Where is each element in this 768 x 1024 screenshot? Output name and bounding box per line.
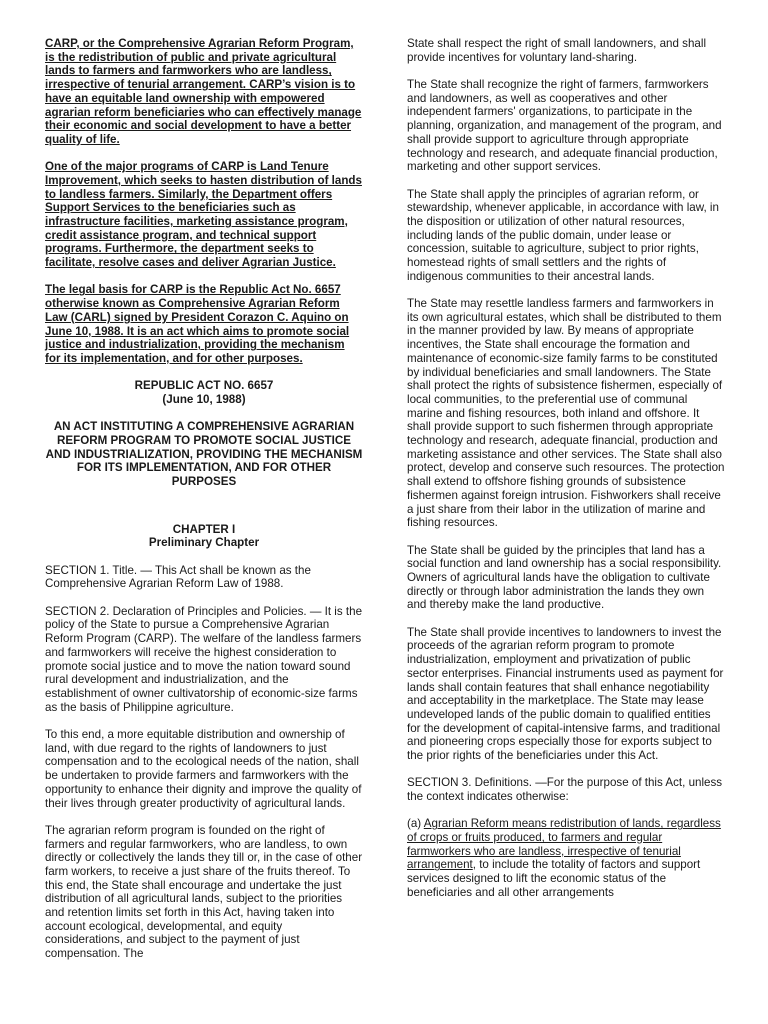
apply-principles-paragraph: The State shall apply the principles of agrarian reform, or stewardship, whenever applicable, in accordance with law, in the disposition or utilization of other natural resources, including lands of the public domain, under lease or concession, suitable to agriculture, subject to prior rights, homestead rights of small settlers and the rights of indigenous communities to their ancestral lands. [407,187,719,283]
recognize-rights-paragraph: The State shall recognize the right of farmers, farmworkers and landowners, as well as cooperatives and other independent farmers' organizations, to participate in the planning, organization, and management of the program, and shall provide support to agriculture through appropriate technology and research, and adequate financial production, marketing and other support services. [407,78,722,174]
chapter-name: Preliminary Chapter [148,536,260,550]
definition-a-rest: , to include the totality of factors and support services designed to lift the economic status of the beneficiaries and all other arrangements [407,858,701,899]
program-founded-paragraph: The agrarian reform program is founded on the right of farmers and regular farmworkers, who are landless, to own directly or collectively the lands they till or, in the case of other farm workers, to receive a just share of the fruits thereof. To this end, the State shall encourage and undertake the just distribution of all agricultural lands, subject to the priorities and retention limits set forth in this Act, having taken into account ecological, developmental, and equity considerations, and subject to the payment of just compensation. The [45,823,363,961]
section-2-paragraph: SECTION 2. Declaration of Principles and Policies. — It is the policy of the State to pursue a Comprehensive Agrarian Reform Program (CARP). The welfare of the landless farmers and farmworkers will receive the highest consideration to promote social justice and to move the nation toward sound rural development and industrialization, and the establishment of owner cultivatorship of economic-size farms as the basis of Philippine agriculture. [45,604,363,714]
definition-a-paragraph [407,817,725,899]
social-function-paragraph: The State shall be guided by the principles that land has a social function and land ownership has a social responsibility. Owners of agricultural lands have the obligation to cultivate directly or through labor administration the lands they own and thereby make the land productive. [407,543,722,612]
republic-act-title: REPUBLIC ACT NO. 6657 [134,379,274,393]
legal-basis-paragraph: The legal basis for CARP is the Republic Act No. 6657 otherwise known as Comprehensive Agrarian Reform Law (CARL) signed by President Corazon C. Aquino on June 10, 1988. It is an act which aims to promote social justice and industrialization, providing the mechanism for its implementation, and for other purposes. [45,283,350,365]
definition-a-term: Agrarian Reform means redistribution of lands, regardless of crops or fruits produced, to farmers and regular farmworkers who are landless, irrespective of tenurial arrangement [407,817,721,872]
section-3-paragraph: SECTION 3. Definitions. —For the purpose of this Act, unless the context indicates otherwise: [407,776,723,804]
landowner-incentives-paragraph: The State shall provide incentives to landowners to invest the proceeds of the agrarian reform program to promote industrialization, employment and privatization of public sector enterprises. Financial instruments used as payment for lands shall contain features that shall enhance negotiability and acceptability in the marketplace. The State may lease undeveloped lands of the public domain to qualified entities for the development of capital-intensive farms, and traditional and pioneering crops especially those for exports subject to the prior rights of the beneficiaries under this Act. [407,625,724,763]
carp-intro-paragraph: CARP, or the Comprehensive Agrarian Reform Program, is the redistribution of public and private agricultural lands to farmers and farmworkers who are landless, irrespective of tenurial arrangement. CARP’s vision is to have an equitable land ownership with empowered agrarian reform beneficiaries who can effectively manage their economic and social development to have a better quality of life. [45,37,362,146]
republic-act-date: (June 10, 1988) [162,392,246,406]
small-landowners-paragraph: State shall respect the right of small landowners, and shall provide incentives for voluntary land-sharing. [407,37,707,64]
republic-act-heading [45,379,363,406]
equitable-distribution-paragraph: To this end, a more equitable distribution and ownership of land, with due regard to the rights of landowners to just compensation and to the ecological needs of the nation, shall be undertaken to provide farmers and farmworkers with the opportunity to enhance their dignity and improve the quality of their lives through greater productivity of agricultural lands. [45,727,362,810]
section-1-paragraph: SECTION 1. Title. — This Act shall be known as the Comprehensive Agrarian Reform Law of 1988. [45,563,311,591]
act-title: AN ACT INSTITUTING A COMPREHENSIVE AGRARIAN REFORM PROGRAM TO PROMOTE SOCIAL JUSTICE AND INDUSTRIALIZATION, PROVIDING THE MECHANISM FOR ITS IMPLEMENTATION, AND FOR OTHER PURPOSES [45,420,363,489]
right-column [407,37,725,913]
carp-programs-paragraph: One of the major programs of CARP is Land Tenure Improvement, which seeks to hasten distribution of lands to landless farmers. Similarly, the Department offers Support Services to the beneficiaries such as infrastructure facilities, marketing assistance program, credit assistance program, and technical support programs. Furthermore, the department seeks to facilitate, resolve cases and deliver Agrarian Justice. [45,160,362,270]
definition-a-prefix: (a) [407,817,424,831]
resettle-farmers-paragraph: The State may resettle landless farmers and farmworkers in its own agricultural estates, which shall be distributed to them in the manner provided by law. By means of appropriate incentives, the State shall encourage the formation and maintenance of economic-size family farms to be constituted by individual beneficiaries and small landowners. The State shall protect the rights of subsistence fishermen, especially of local communities, to the preferential use of communal marine and fishing resources, both inland and offshore. It shall provide support to such fishermen through appropriate technology and research, adequate financial, production and marketing assistance and other services. The State shall also protect, develop and conserve such resources. The protection shall extend to offshore fishing grounds of subsistence fishermen against foreign intrusion. Fishworkers shall receive a just share from their labor in the utilization of marine and fishing resources. [407,297,725,530]
chapter-heading [45,523,363,550]
chapter-number: CHAPTER I [172,522,236,536]
left-column [45,37,363,974]
